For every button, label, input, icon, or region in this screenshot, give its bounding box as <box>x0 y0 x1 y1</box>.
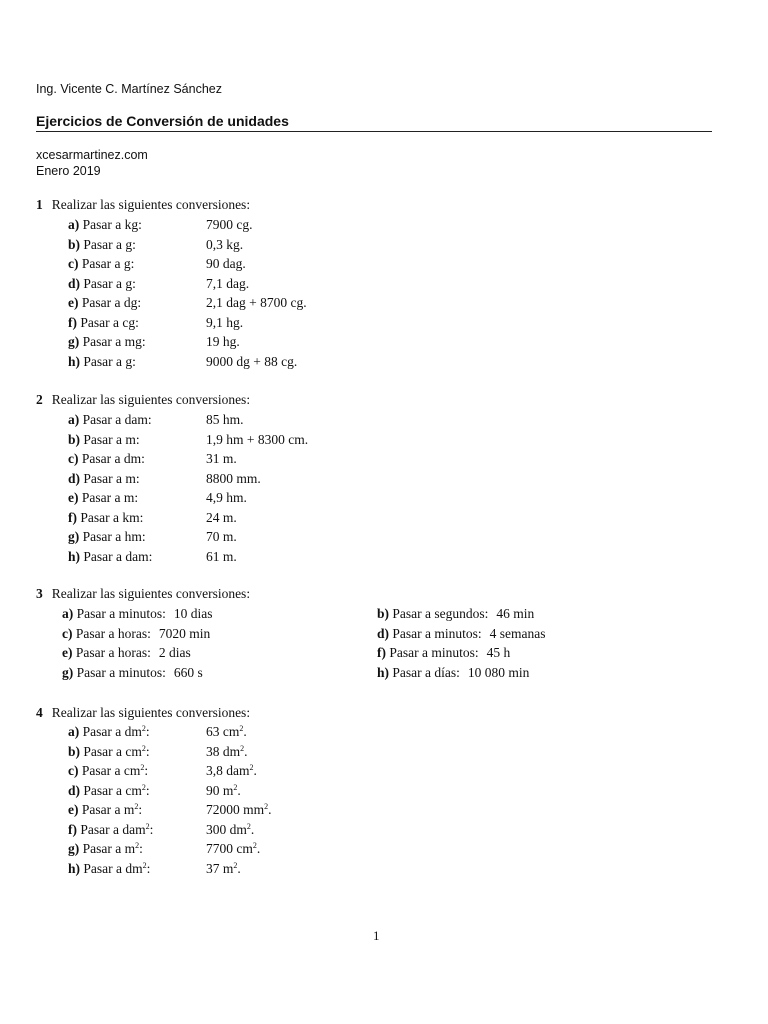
value-text: 38 dm <box>206 743 241 759</box>
item-task <box>80 822 153 837</box>
task-text: Pasar a kg: <box>82 217 142 232</box>
item-task <box>83 861 150 876</box>
item-value <box>206 470 261 488</box>
exercise-item <box>68 450 237 468</box>
exercise-number: 3 <box>36 586 43 601</box>
value-text: 31 m. <box>206 451 237 466</box>
title-underline <box>36 131 712 132</box>
task-text: Pasar a mg: <box>82 334 146 349</box>
item-task <box>83 354 135 369</box>
value-end: . <box>244 743 248 759</box>
exercise-item <box>68 509 237 527</box>
exercise-item <box>68 860 241 878</box>
task-text: Pasar a cm <box>81 763 141 778</box>
value-text: 3,8 dam <box>206 763 250 778</box>
exercise-item <box>377 644 510 662</box>
value-text: 4,9 hm. <box>206 490 247 505</box>
exercise-item <box>68 411 244 429</box>
exercise-item <box>62 605 213 623</box>
item-label: a) <box>68 412 80 427</box>
exercise-item <box>68 723 247 741</box>
value-end: . <box>256 841 261 856</box>
exercise-number: 1 <box>36 197 43 212</box>
exercise-item <box>68 216 253 234</box>
item-value: 7020 min <box>158 625 211 641</box>
item-label: d) <box>68 782 81 798</box>
item-task <box>83 237 135 252</box>
value-exponent: 2 <box>233 860 238 870</box>
item-task <box>83 432 139 447</box>
exercise-item <box>377 664 529 682</box>
exercise-number: 4 <box>36 705 43 720</box>
item-label: c) <box>62 625 73 641</box>
task-exponent: 2 <box>141 782 146 792</box>
task-text: Pasar a m <box>82 841 136 856</box>
exercise-item <box>68 353 298 371</box>
item-task <box>83 549 152 564</box>
exercise-item <box>62 625 210 643</box>
value-text: 61 m. <box>206 548 237 564</box>
item-task <box>80 315 138 330</box>
exercise-item <box>68 782 241 800</box>
item-task <box>83 334 146 349</box>
item-label: g) <box>68 841 80 856</box>
task-text: Pasar a m: <box>83 470 140 486</box>
item-value <box>206 528 237 546</box>
item-task: Pasar a minutos: <box>76 606 166 621</box>
item-value <box>206 840 260 858</box>
exercise-instruction: Realizar las siguientes conversiones: <box>51 197 251 212</box>
item-task <box>83 412 152 427</box>
item-label: e) <box>68 295 79 310</box>
exercise-item <box>68 762 257 780</box>
item-task: Pasar a segundos: <box>392 606 489 621</box>
item-label: h) <box>68 548 81 564</box>
item-task <box>82 763 148 778</box>
item-label: g) <box>62 664 74 680</box>
item-value <box>206 411 244 429</box>
item-task <box>83 724 150 739</box>
exercise-4-heading <box>36 705 250 721</box>
exercise-item <box>68 489 247 507</box>
value-text: 1,9 hm + 8300 cm. <box>206 431 309 447</box>
item-label: h) <box>68 353 81 369</box>
item-task <box>82 451 145 466</box>
value-exponent: 2 <box>249 763 254 772</box>
item-label: g) <box>68 334 80 349</box>
task-text: Pasar a hm: <box>82 529 146 544</box>
value-text: 72000 mm <box>206 802 265 817</box>
task-text: Pasar a dam: <box>82 412 152 427</box>
task-text: Pasar a km: <box>80 509 144 525</box>
exercise-number: 2 <box>36 392 43 407</box>
exercise-item <box>68 801 272 819</box>
task-text: Pasar a cm <box>83 743 142 759</box>
item-value <box>206 255 246 273</box>
item-task: Pasar a días: <box>392 664 460 680</box>
value-end: . <box>237 782 241 798</box>
item-value <box>206 294 307 312</box>
item-label: d) <box>68 275 81 291</box>
task-exponent: 2 <box>142 860 147 870</box>
value-exponent: 2 <box>264 802 269 811</box>
item-task <box>82 490 138 505</box>
item-task: Pasar a minutos: <box>392 625 482 641</box>
item-value <box>206 275 249 293</box>
value-exponent: 2 <box>246 821 251 831</box>
task-end: : <box>145 743 150 759</box>
page-number: 1 <box>373 928 380 943</box>
item-task: Pasar a horas: <box>75 645 151 660</box>
item-value <box>206 723 247 741</box>
value-end: . <box>253 763 257 778</box>
item-label: e) <box>62 645 73 660</box>
item-value: 2 dias <box>158 645 191 660</box>
value-text: 90 m <box>206 782 234 798</box>
item-label: b) <box>377 606 390 621</box>
task-text: Pasar a m: <box>83 431 140 447</box>
exercise-instruction: Realizar las siguientes conversiones: <box>51 392 251 407</box>
value-end: . <box>237 860 241 876</box>
item-label: a) <box>68 724 80 739</box>
item-label: g) <box>68 529 80 544</box>
item-value <box>206 236 243 254</box>
item-value: 10 080 min <box>467 664 530 680</box>
item-label: f) <box>68 821 77 837</box>
exercise-item <box>68 333 240 351</box>
task-text: Pasar a g: <box>81 256 135 271</box>
item-value: 660 s <box>173 664 203 680</box>
item-value <box>206 762 257 780</box>
value-text: 19 hg. <box>206 334 240 349</box>
item-value: 10 dias <box>173 606 213 621</box>
item-label: e) <box>68 490 79 505</box>
item-label: a) <box>62 606 74 621</box>
item-value <box>206 743 248 761</box>
value-text: 7,1 dag. <box>206 275 250 291</box>
document-title: Ejercicios de Conversión de unidades <box>36 113 289 129</box>
exercise-item <box>68 743 248 761</box>
exercise-item <box>68 821 255 839</box>
item-label: a) <box>68 217 80 232</box>
task-end: : <box>145 782 150 798</box>
task-text: Pasar a dg: <box>81 295 142 310</box>
task-text: Pasar a dam: <box>83 548 153 564</box>
document-date: Enero 2019 <box>36 164 101 178</box>
task-end: : <box>138 802 143 817</box>
website: xcesarmartinez.com <box>36 148 148 162</box>
task-text: Pasar a m <box>81 802 135 817</box>
item-label: b) <box>68 236 81 252</box>
task-exponent: 2 <box>141 743 146 753</box>
exercise-item <box>68 528 237 546</box>
task-text: Pasar a dm: <box>81 451 145 466</box>
item-label: d) <box>68 470 81 486</box>
value-text: 9000 dg + 88 cg. <box>206 353 298 369</box>
value-text: 7900 cg. <box>206 217 253 232</box>
item-task: Pasar a minutos: <box>76 664 166 680</box>
item-value <box>206 860 241 878</box>
value-text: 7700 cm <box>206 841 253 856</box>
exercise-item <box>68 548 237 566</box>
task-text: Pasar a g: <box>83 275 136 291</box>
value-text: 8800 mm. <box>206 470 261 486</box>
task-exponent: 2 <box>140 763 145 772</box>
item-value <box>206 509 237 527</box>
exercise-instruction: Realizar las siguientes conversiones: <box>51 705 251 720</box>
item-label: f) <box>68 314 77 330</box>
task-exponent: 2 <box>145 821 150 831</box>
item-label: e) <box>68 802 79 817</box>
value-end: . <box>250 821 255 837</box>
exercise-item <box>68 314 244 332</box>
item-value <box>206 431 308 449</box>
exercise-item <box>68 275 250 293</box>
value-text: 300 dm <box>206 821 247 837</box>
item-task <box>83 276 135 291</box>
exercise-item <box>62 644 191 662</box>
exercise-1-heading <box>36 197 250 213</box>
exercise-item <box>68 840 261 858</box>
value-exponent: 2 <box>240 743 245 753</box>
value-text: 85 hm. <box>206 412 244 427</box>
task-end: : <box>144 763 149 778</box>
task-text: Pasar a g: <box>83 236 136 252</box>
item-label: c) <box>68 763 79 778</box>
item-value <box>206 333 240 351</box>
value-text: 2,1 dag + 8700 cg. <box>206 295 307 310</box>
item-value <box>206 782 241 800</box>
task-exponent: 2 <box>134 802 139 811</box>
value-text: 70 m. <box>206 529 237 544</box>
item-label: b) <box>68 743 81 759</box>
item-task <box>82 802 142 817</box>
exercise-3-heading <box>36 586 250 602</box>
task-text: Pasar a m: <box>81 490 139 505</box>
item-value <box>206 489 247 507</box>
author-name: Ing. Vicente C. Martínez Sánchez <box>36 82 222 96</box>
task-text: Pasar a g: <box>83 353 136 369</box>
task-exponent: 2 <box>141 724 146 733</box>
task-end: : <box>139 841 143 856</box>
item-label: b) <box>68 431 81 447</box>
item-value <box>206 314 243 332</box>
item-value: 4 semanas <box>489 625 546 641</box>
item-label: h) <box>377 664 390 680</box>
item-value <box>206 353 297 371</box>
task-exponent: 2 <box>135 841 140 850</box>
value-text: 0,3 kg. <box>206 236 244 252</box>
value-text: 24 m. <box>206 509 237 525</box>
item-value: 46 min <box>496 606 535 621</box>
item-label: f) <box>68 509 77 525</box>
task-text: Pasar a cm <box>83 782 142 798</box>
item-task <box>83 744 149 759</box>
item-task <box>83 841 143 856</box>
value-text: 63 cm <box>206 724 240 739</box>
item-label: f) <box>377 645 386 660</box>
item-task <box>82 295 141 310</box>
exercise-item <box>68 294 307 312</box>
exercise-item <box>377 625 546 643</box>
value-text: 9,1 hg. <box>206 314 244 330</box>
exercise-item <box>68 255 246 273</box>
item-task <box>83 471 139 486</box>
task-end: : <box>149 821 154 837</box>
value-text: 37 m <box>206 860 234 876</box>
item-task: Pasar a minutos: <box>389 645 479 660</box>
item-value <box>206 821 254 839</box>
item-label: h) <box>68 860 81 876</box>
task-end: : <box>146 860 151 876</box>
item-value <box>206 548 237 566</box>
exercise-item <box>62 664 203 682</box>
item-task <box>83 783 149 798</box>
exercise-item <box>68 236 244 254</box>
exercise-instruction: Realizar las siguientes conversiones: <box>51 586 251 601</box>
item-value: 45 h <box>486 645 511 660</box>
item-label: d) <box>377 625 390 641</box>
value-end: . <box>268 802 272 817</box>
exercise-item <box>68 431 309 449</box>
task-end: : <box>145 724 150 739</box>
item-label: c) <box>68 451 79 466</box>
task-text: Pasar a dm <box>82 724 142 739</box>
exercise-item <box>68 470 261 488</box>
task-text: Pasar a dm <box>83 860 143 876</box>
item-value <box>206 450 237 468</box>
item-value <box>206 216 253 234</box>
value-exponent: 2 <box>252 841 257 850</box>
task-text: Pasar a cg: <box>80 314 139 330</box>
value-exponent: 2 <box>233 782 238 792</box>
item-task <box>82 256 134 271</box>
item-value <box>206 801 272 819</box>
item-task: Pasar a horas: <box>75 625 151 641</box>
item-task <box>80 510 143 525</box>
item-task <box>83 217 142 232</box>
value-end: . <box>243 724 247 739</box>
task-text: Pasar a dam <box>80 821 146 837</box>
exercise-2-heading <box>36 392 250 408</box>
value-text: 90 dag. <box>206 256 246 271</box>
value-exponent: 2 <box>239 724 244 733</box>
item-label: c) <box>68 256 79 271</box>
exercise-item <box>377 605 534 623</box>
item-task <box>83 529 146 544</box>
